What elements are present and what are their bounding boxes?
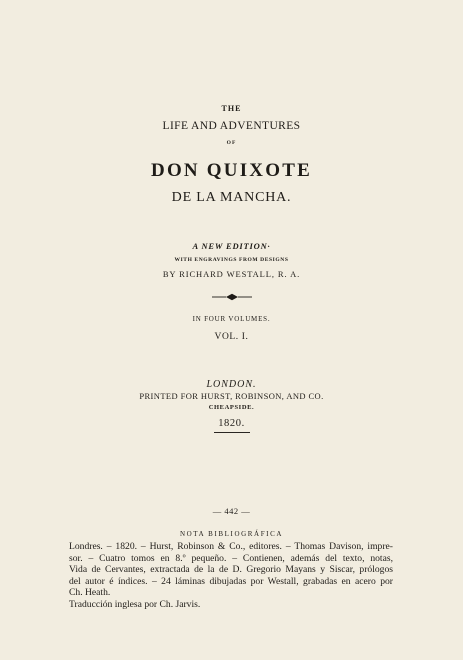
title-de-la-mancha: DE LA MANCHA.	[171, 190, 292, 205]
nota-line: sor. – Cuatro tomos en 8.º pequeño. – Contienen, además del texto, notas,	[69, 552, 393, 564]
with-engravings: WITH ENGRAVINGS FROM DESIGNS	[174, 257, 289, 263]
nota-heading: NOTA BIBLIOGRÁFICA	[179, 530, 284, 538]
title-life-and-adventures: LIFE AND ADVENTURES	[162, 120, 301, 132]
nota-line: Londres. – 1820. – Hurst, Robinson & Co., editores. – Thomas Davison, impre-	[69, 541, 393, 552]
title-the: THE	[221, 104, 242, 113]
by-author: BY RICHARD WESTALL, R. A.	[162, 269, 301, 279]
year-underline	[214, 432, 250, 433]
nota-line: Ch. Heath.	[69, 587, 111, 598]
imprint-london: LONDON.	[206, 379, 257, 390]
volume-number: VOL. I.	[214, 332, 249, 342]
page-number: — 442 —	[212, 506, 251, 516]
title-don-quixote: DON QUIXOTE	[151, 160, 312, 181]
ornament-divider-icon	[211, 292, 253, 302]
imprint-year: 1820.	[218, 418, 245, 429]
new-edition: A NEW EDITION·	[192, 241, 271, 251]
nota-line: Vida de Cervantes, extractada de la de D. Gregorio Mayans y Siscar, prólogos	[69, 564, 393, 575]
imprint-cheapside: CHEAPSIDE.	[208, 404, 255, 411]
imprint-printer: PRINTED FOR HURST, ROBINSON, AND CO.	[139, 391, 324, 401]
title-of: OF	[226, 140, 237, 146]
nota-line: Traducción inglesa por Ch. Jarvis.	[69, 598, 201, 610]
nota-body	[69, 541, 393, 610]
nota-line: del autor é índices. – 24 láminas dibujadas por Westall, grabadas en acero por	[69, 575, 393, 587]
in-four-volumes: IN FOUR VOLUMES.	[192, 315, 271, 323]
